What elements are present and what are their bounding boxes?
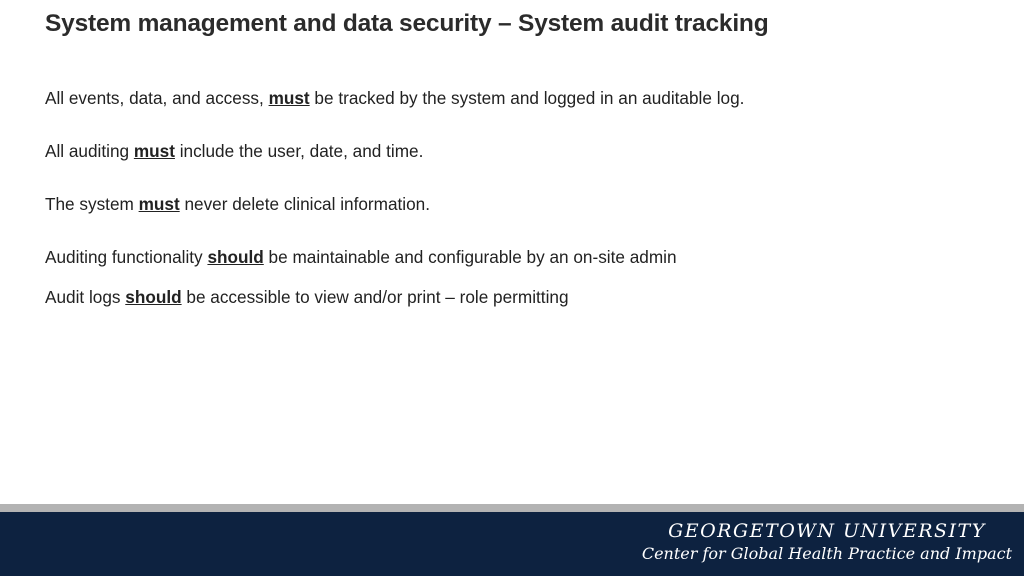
bullet-text: be maintainable and configurable by an on-site admin bbox=[263, 247, 677, 267]
bullet-item bbox=[45, 88, 744, 109]
bullet-keyword: must bbox=[133, 141, 175, 161]
bullet-text: never delete clinical information. bbox=[179, 194, 430, 214]
logo-line-1: GEORGETOWN UNIVERSITY bbox=[668, 520, 986, 542]
bullet-keyword: must bbox=[138, 194, 180, 214]
bullet-text: Audit logs bbox=[45, 287, 126, 307]
bullet-text: The system bbox=[45, 194, 139, 214]
bullet-text: Auditing functionality bbox=[45, 247, 208, 267]
bullet-item bbox=[45, 141, 423, 162]
bullet-text: All events, data, and access, bbox=[45, 88, 269, 108]
university-logo bbox=[642, 519, 1012, 565]
bullet-item bbox=[45, 194, 430, 215]
bullet-keyword: must bbox=[268, 88, 310, 108]
bullet-item bbox=[45, 247, 677, 268]
logo-line-2: Center for Global Health Practice and Impact bbox=[641, 544, 1012, 563]
bullet-text: be tracked by the system and logged in an auditable log. bbox=[309, 88, 745, 108]
bullet-keyword: should bbox=[125, 287, 182, 307]
bullet-text: All auditing bbox=[45, 141, 134, 161]
footer-divider bbox=[0, 504, 1024, 512]
bullet-text: be accessible to view and/or print – role permitting bbox=[181, 287, 569, 307]
slide-title: System management and data security – System audit tracking bbox=[45, 10, 769, 37]
bullet-text: include the user, date, and time. bbox=[174, 141, 424, 161]
bullet-item bbox=[45, 287, 569, 308]
bullet-keyword: should bbox=[207, 247, 264, 267]
